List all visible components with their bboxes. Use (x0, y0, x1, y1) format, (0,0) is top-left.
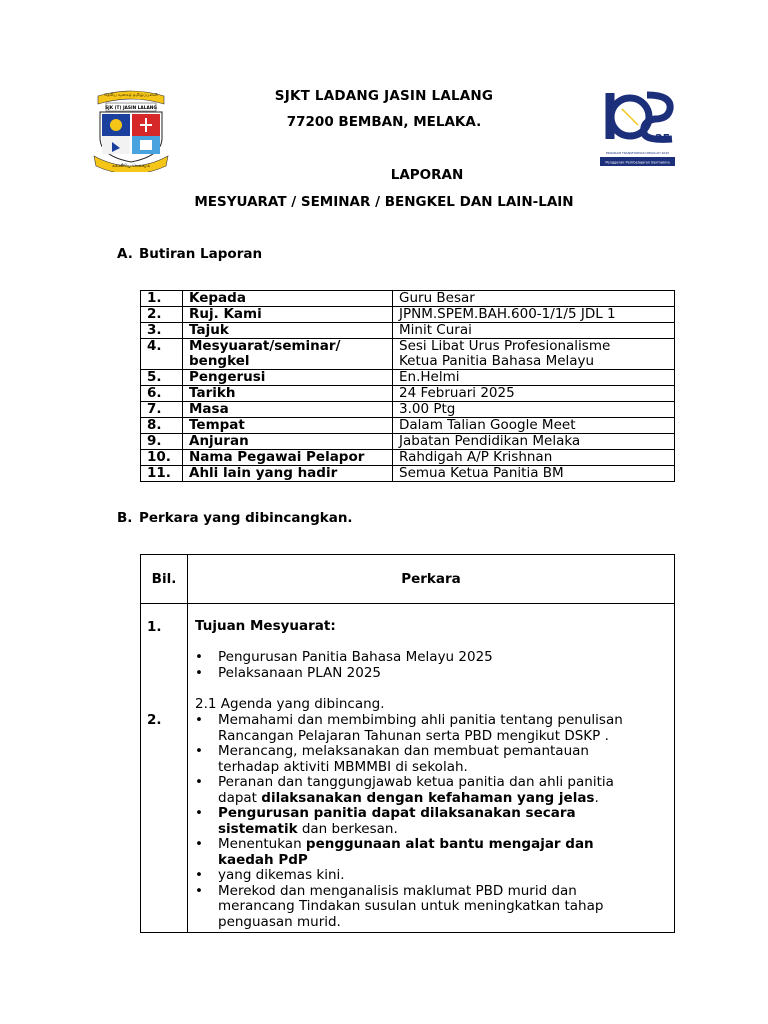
row-value: 24 Februari 2025 (393, 386, 675, 402)
row-label: Pengerusi (183, 370, 393, 386)
program-logo-caption: PROGRAM TRANSFORMASI SEKOLAH 2025 (605, 151, 670, 155)
row-label: Tempat (183, 418, 393, 434)
report-subtitle: MESYUARAT / SEMINAR / BENGKEL DAN LAIN-LAIN (194, 194, 574, 210)
column-header-perkara: Perkara (188, 555, 675, 604)
section-b-heading (117, 510, 353, 526)
row-value: Guru Besar (393, 291, 675, 307)
row-label: Anjuran (183, 434, 393, 450)
row-number: 4. (141, 339, 183, 370)
row-value: En.Helmi (393, 370, 675, 386)
row-number: 6. (141, 386, 183, 402)
row-label (183, 339, 393, 370)
row-number: 7. (141, 402, 183, 418)
school-address: 77200 BEMBAN, MELAKA. (286, 114, 482, 130)
school-name: SJKT LADANG JASIN LALANG (274, 88, 494, 104)
bullet-icon: • (195, 805, 203, 821)
row-value: Dalam Talian Google Meet (393, 418, 675, 434)
section-a-letter: A. (117, 246, 133, 262)
row-label-line: Mesyuarat/seminar/ (189, 338, 341, 354)
agenda-intro: 2.1 Agenda yang dibincang. (195, 696, 385, 712)
row-value: 3.00 Ptg (393, 402, 675, 418)
bullet-icon: • (195, 712, 203, 728)
bullet-icon: • (195, 664, 203, 681)
row-value: JPNM.SPEM.BAH.600-1/1/5 JDL 1 (393, 307, 675, 323)
column-header-bil: Bil. (141, 555, 188, 604)
row-label: Kepada (183, 291, 393, 307)
table-row (141, 466, 675, 482)
crest-banner-name: SJK (T) JASIN LALANG (105, 106, 157, 111)
row-value: Jabatan Pendidikan Melaka (393, 434, 675, 450)
item-number: 2. (147, 712, 162, 728)
bullet-icon: • (195, 743, 203, 759)
perkara-cell (188, 604, 675, 933)
section-a-heading (117, 246, 262, 262)
list-item: • yang dikemas kini. (195, 867, 345, 883)
item-1-list (195, 650, 666, 681)
row-label: Ahli lain yang hadir (183, 466, 393, 482)
row-number: 1. (141, 291, 183, 307)
row-number: 11. (141, 466, 183, 482)
table-row (141, 434, 675, 450)
item-2-list (195, 713, 666, 930)
list-item: • Pengurusan panitia dapat dilaksanakan secara sistematik dan berkesan. (195, 805, 576, 837)
crest-ribbon-motto: கல்வியே செல்வம் (112, 164, 150, 169)
table-header-row (141, 555, 675, 604)
bullet-icon: • (195, 836, 203, 852)
bullet-icon: • (195, 774, 203, 790)
table-row (141, 370, 675, 386)
bil-cell (141, 604, 188, 933)
row-value: Rahdigah A/P Krishnan (393, 450, 675, 466)
row-number: 5. (141, 370, 183, 386)
row-number: 9. (141, 434, 183, 450)
item-title: Tujuan Mesyuarat: (195, 618, 336, 634)
row-label: Ruj. Kami (183, 307, 393, 323)
crest-banner-top: தேசிய வகைத் தமிழ்ப்பள்ளி (104, 92, 158, 97)
discussion-table (140, 554, 675, 933)
row-number: 10. (141, 450, 183, 466)
table-row (141, 339, 675, 370)
list-item: • Peranan dan tanggungjawab ketua panitia dan ahli panitia dapat dilaksanakan dengan kefahaman yang jelas. (195, 774, 614, 806)
program-logo-number: 25 (655, 132, 671, 145)
table-row (141, 386, 675, 402)
section-b-title: Perkara yang dibincangkan. (139, 510, 353, 526)
program-logo-tagline: Penggerak Pembelajaran Bermakna (605, 160, 670, 165)
item-number: 1. (147, 619, 162, 635)
row-value: Semua Ketua Panitia BM (393, 466, 675, 482)
table-row (141, 323, 675, 339)
row-value-line: Ketua Panitia Bahasa Melayu (399, 353, 595, 369)
row-label: Tajuk (183, 323, 393, 339)
list-item: • Merekod dan menganalisis maklumat PBD murid dan merancang Tindakan susulan untuk meningkatkan tahap penguasan murid. (195, 882, 604, 930)
bullet-icon: • (195, 649, 203, 665)
table-row (141, 604, 675, 933)
table-row (141, 307, 675, 323)
list-item: • Menentukan penggunaan alat bantu mengajar dan kaedah PdP (195, 836, 594, 868)
list-item: • Merancang, melaksanakan dan membuat pemantauan terhadap aktiviti MBMMBI di sekolah. (195, 743, 589, 775)
list-item: • Pengurusan Panitia Bahasa Melayu 2025 (195, 649, 493, 665)
row-number: 3. (141, 323, 183, 339)
bullet-icon: • (195, 867, 203, 883)
row-label: Tarikh (183, 386, 393, 402)
report-title: LAPORAN (390, 167, 464, 183)
report-details-table (140, 290, 675, 482)
row-label-line: bengkel (189, 353, 250, 369)
list-item: • Pelaksanaan PLAN 2025 (195, 664, 382, 681)
row-number: 8. (141, 418, 183, 434)
table-row (141, 402, 675, 418)
table-row (141, 418, 675, 434)
row-value: Minit Curai (393, 323, 675, 339)
section-a-title: Butiran Laporan (139, 246, 263, 262)
bullet-icon: • (195, 882, 203, 899)
row-number: 2. (141, 307, 183, 323)
row-label: Masa (183, 402, 393, 418)
table-row (141, 450, 675, 466)
table-row (141, 291, 675, 307)
section-b-letter: B. (117, 510, 133, 526)
row-value-line: Sesi Libat Urus Profesionalisme (399, 338, 611, 354)
row-label: Nama Pegawai Pelapor (183, 450, 393, 466)
row-value (393, 339, 675, 370)
list-item: • Memahami dan membimbing ahli panitia tentang penulisan Rancangan Pelajaran Tahunan serta PBD mengikut DSKP . (195, 712, 623, 744)
